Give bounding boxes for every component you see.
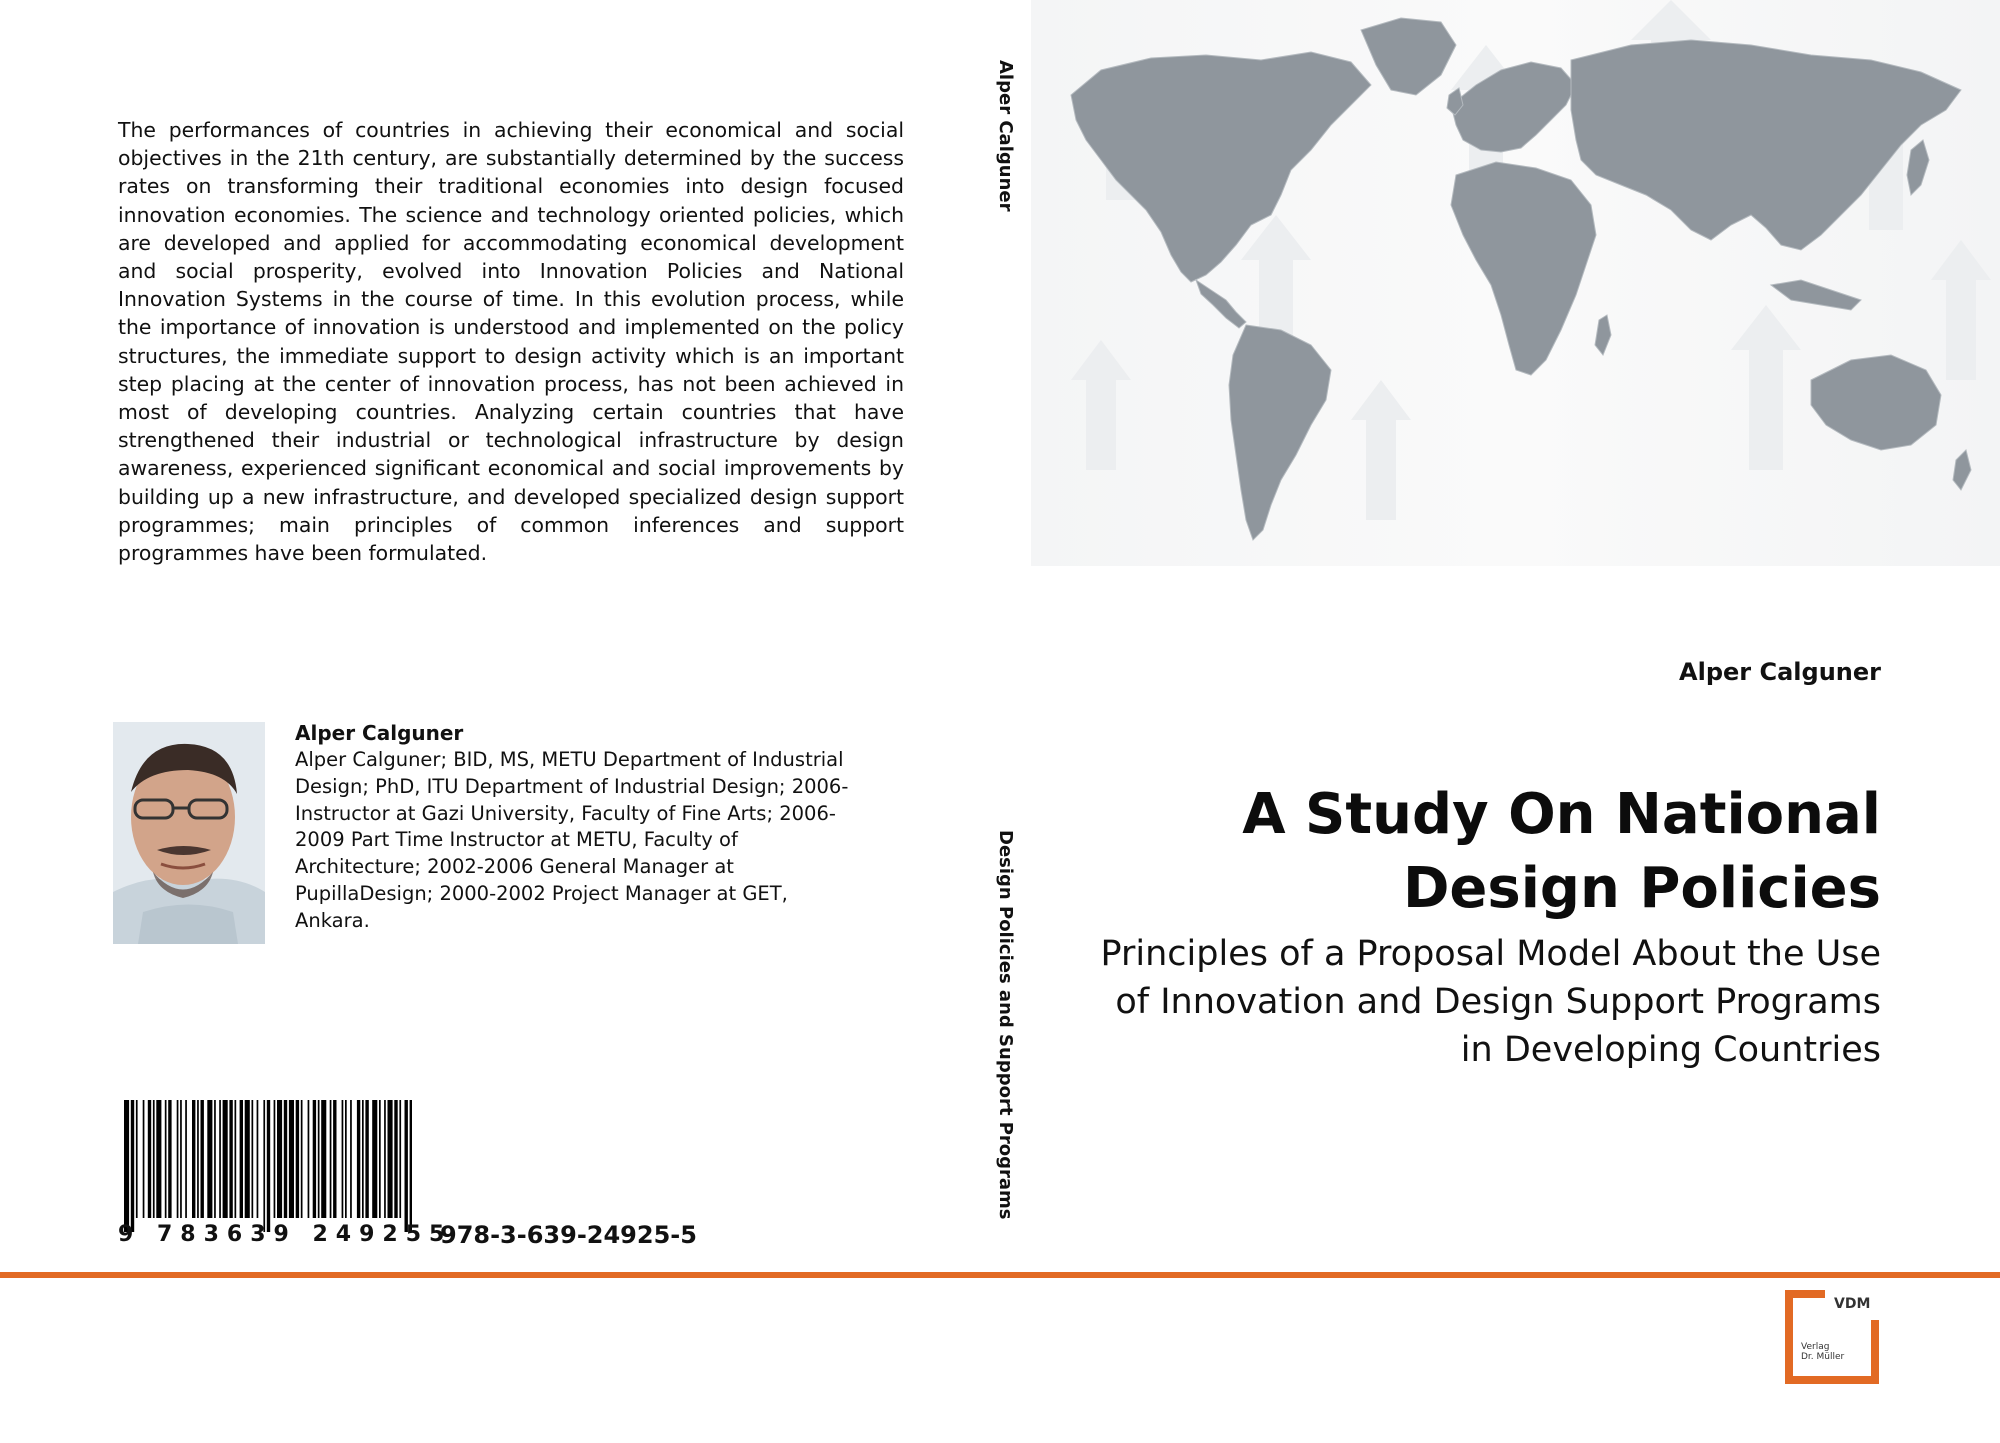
vdm-dr-muller: Dr. Müller [1801, 1352, 1845, 1362]
back-cover-blurb: The performances of countries in achieving their economical and social objectives in the 21th century, are substantially determined by the success rates on transforming their traditional economies into design focused innovation economies. The science and technology oriented policies, which are developed and applied for accommodating economical development and social prosperity, evolved into Innovation Policies and National Innovation Systems in the course of time. In this evolution process, while the importance of innovation is understood and implemented on the policy structures, the immediate support to design activity which is an important step placing at the center of innovation process, has not been achieved in most of developing countries. Analyzing certain countries that have strengthened their industrial or technological infrastructure by design awareness, experienced significant economical and social improvements by building up a new infrastructure, and developed specialized design support programmes; main principles of common inferences and support programmes have been formulated. [118, 118, 904, 566]
isbn-number: 978-3-639-24925-5 [440, 1221, 697, 1249]
orange-divider [0, 1272, 2000, 1278]
cover-author: Alper Calguner [1679, 658, 1881, 686]
barcode-digits: 9 783639 249255 [118, 1222, 453, 1247]
bio-text: Alper Calguner; BID, MS, METU Department of Industrial Design; PhD, ITU Department of Industrial Design; 2006-Instructor at Gazi University, Faculty of Fine Arts; 2006-2009 Part Time Instructor at METU, Faculty of Architecture; 2002-2006 General Manager at PupillaDesign; 2000-2002 Project Manager at GET, Ankara. [295, 748, 849, 932]
bio-author-name: Alper Calguner [295, 721, 464, 745]
spine-author: Alper Calguner [995, 60, 1016, 212]
world-map-icon [1031, 0, 2000, 566]
vdm-verlag: Verlag [1801, 1342, 1830, 1352]
cover-subtitle: Principles of a Proposal Model About the Use of Innovation and Design Support Programs in Developing Countries [1100, 934, 1881, 1070]
author-portrait-icon [113, 722, 265, 944]
spine-title: Design Policies and Support Programs [995, 830, 1016, 1220]
cover-title: A Study On National Design Policies [1242, 782, 1881, 921]
barcode-icon [122, 1100, 412, 1232]
vdm-label: VDM [1834, 1296, 1871, 1312]
